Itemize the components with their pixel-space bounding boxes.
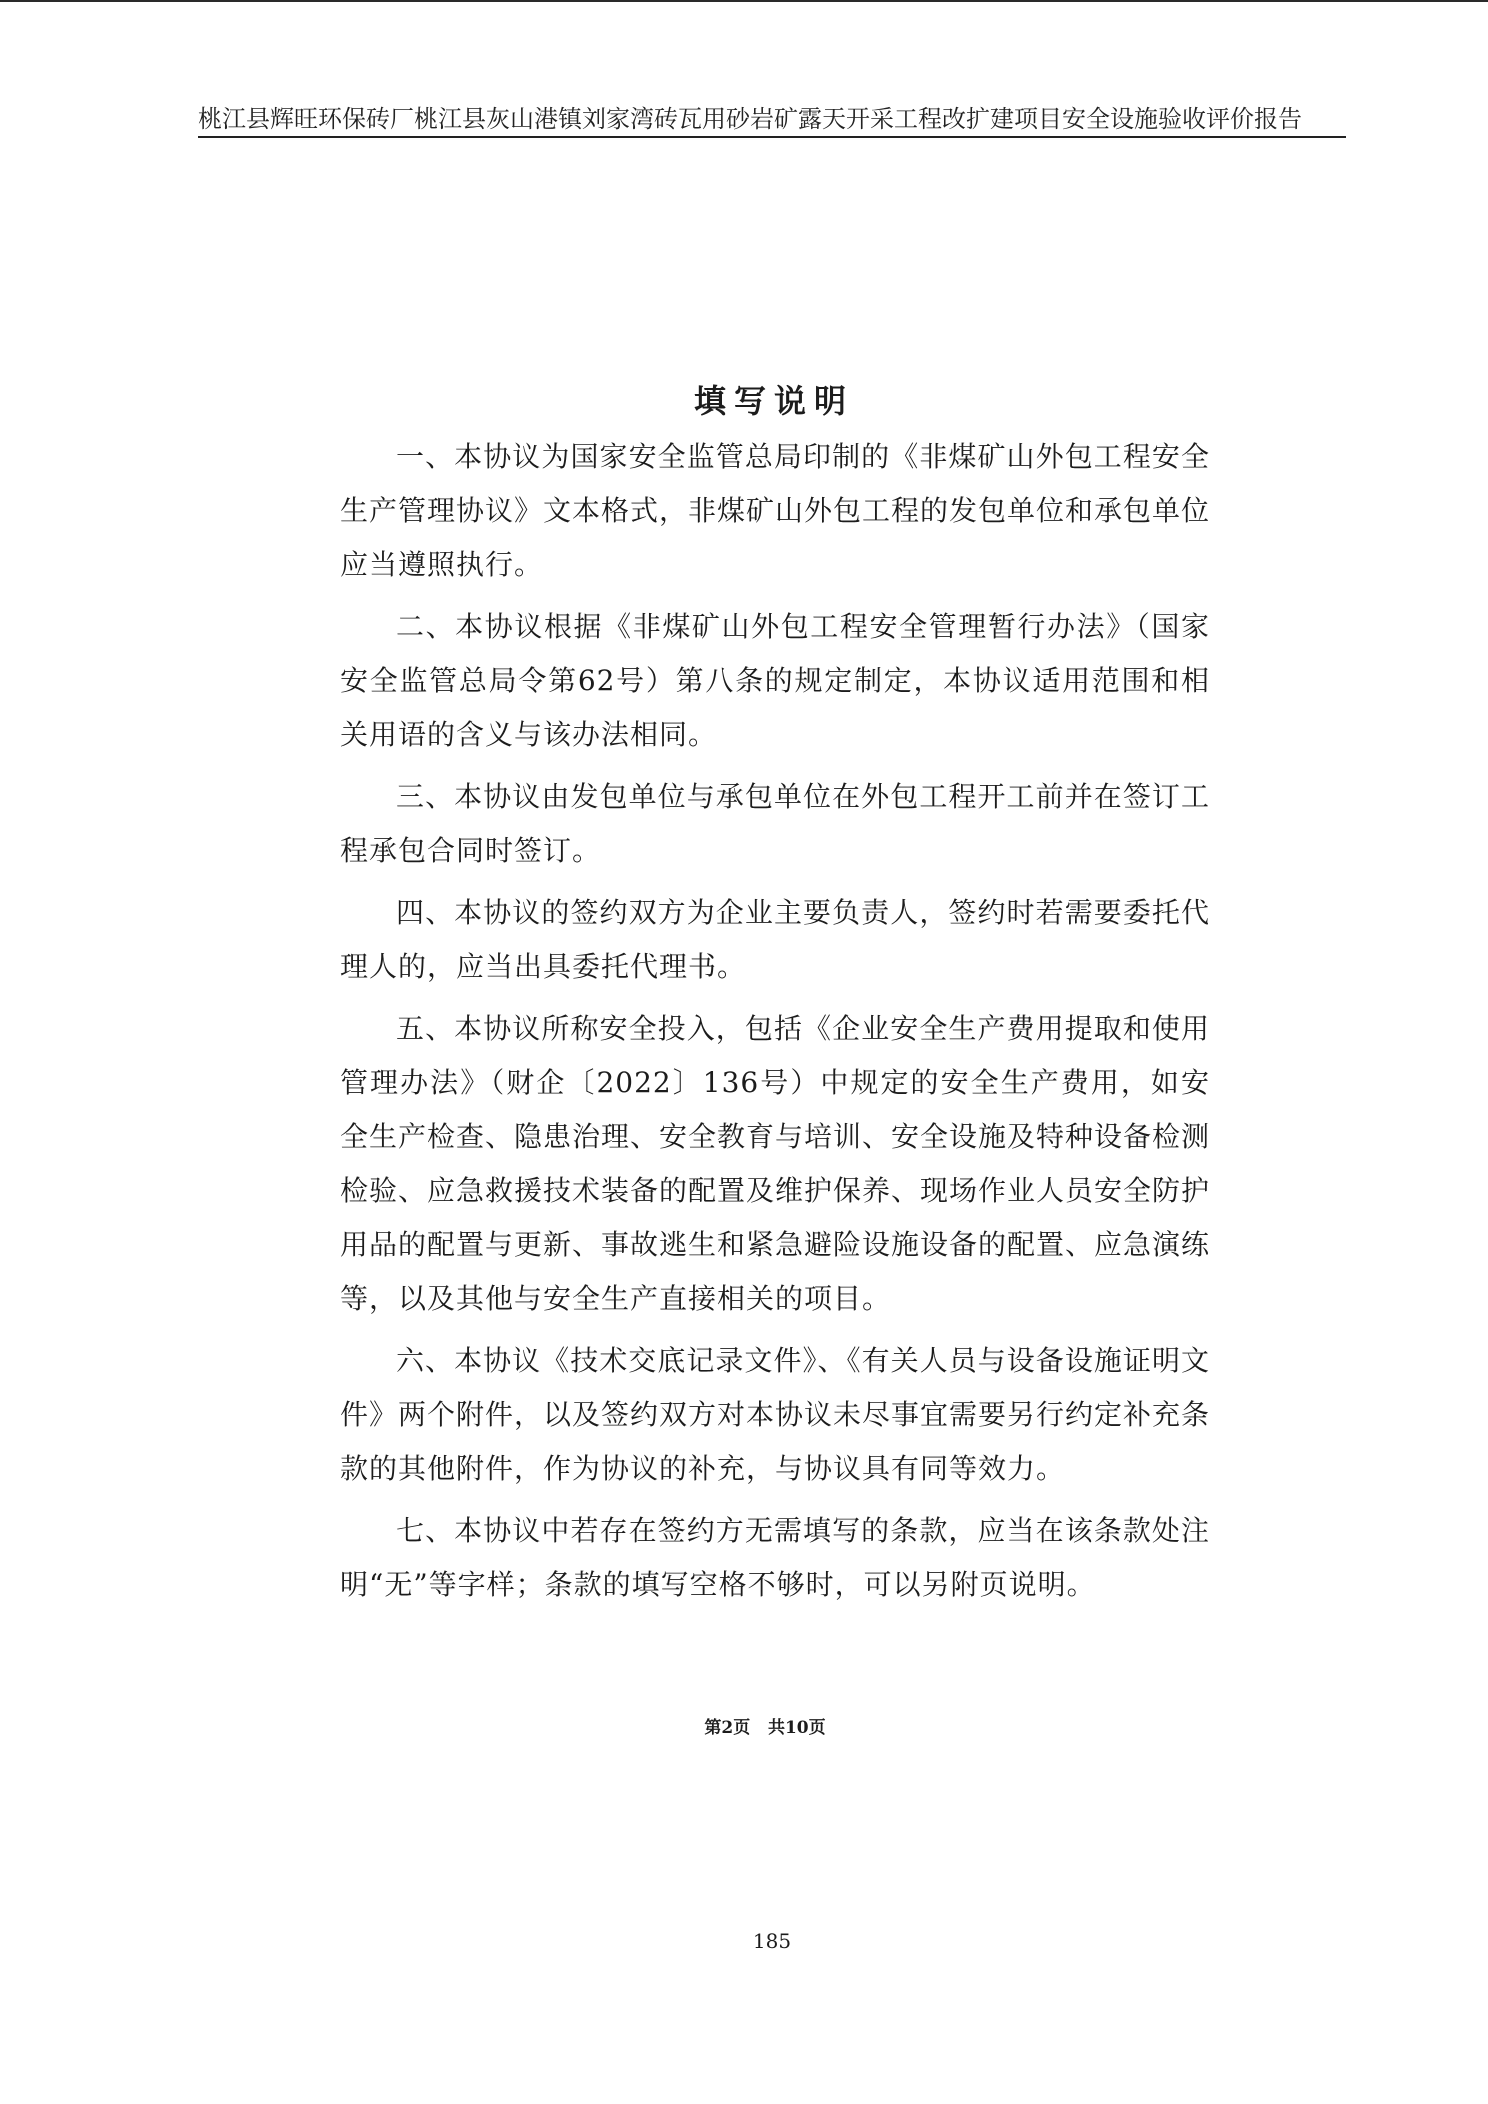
paragraph-7: 七、本协议中若存在签约方无需填写的条款，应当在该条款处注明“无”等字样；条款的填写空格不够时，可以另附页说明。 xyxy=(340,1514,1210,1601)
page-number: 185 xyxy=(752,1929,792,1953)
paragraph-5: 五、本协议所称安全投入，包括《企业安全生产费用提取和使用管理办法》（财企〔2022〕136号）中规定的安全生产费用，如安全生产检查、隐患治理、安全教育与培训、安全设施及特种设备检测检验、应急救援技术装备的配置及维护保养、现场作业人员安全防护用品的配置与更新、事故逃生和紧急避险设施设备的配置、应急演练等，以及其他与安全生产直接相关的项目。 xyxy=(340,1012,1211,1315)
document-header: 桃江县辉旺环保砖厂桃江县灰山港镇刘家湾砖瓦用砂岩矿露天开采工程改扩建项目安全设施验收评价报告 xyxy=(198,105,1302,133)
paragraph-3: 三、本协议由发包单位与承包单位在外包工程开工前并在签订工程承包合同时签订。 xyxy=(340,780,1210,867)
document-body xyxy=(340,430,1210,1620)
paragraph-4: 四、本协议的签约双方为企业主要负责人，签约时若需要委托代理人的，应当出具委托代理书。 xyxy=(340,896,1210,983)
paragraph-2: 二、本协议根据《非煤矿山外包工程安全管理暂行办法》（国家安全监管总局令第62号）第八条的规定制定，本协议适用范围和相关用语的含义与该办法相同。 xyxy=(340,610,1210,751)
header-rule xyxy=(198,136,1346,138)
page-title: 填写说明 xyxy=(693,382,854,420)
paragraph-6: 六、本协议《技术交底记录文件》、《有关人员与设备设施证明文件》两个附件，以及签约双方对本协议未尽事宜需要另行约定补充条款的其他附件，作为协议的补充，与协议具有同等效力。 xyxy=(340,1344,1211,1485)
page-count: 第2页 共10页 xyxy=(704,1718,826,1738)
paragraph-1: 一、本协议为国家安全监管总局印制的《非煤矿山外包工程安全生产管理协议》文本格式，非煤矿山外包工程的发包单位和承包单位应当遵照执行。 xyxy=(340,440,1211,581)
scan-top-edge xyxy=(0,0,1488,2)
